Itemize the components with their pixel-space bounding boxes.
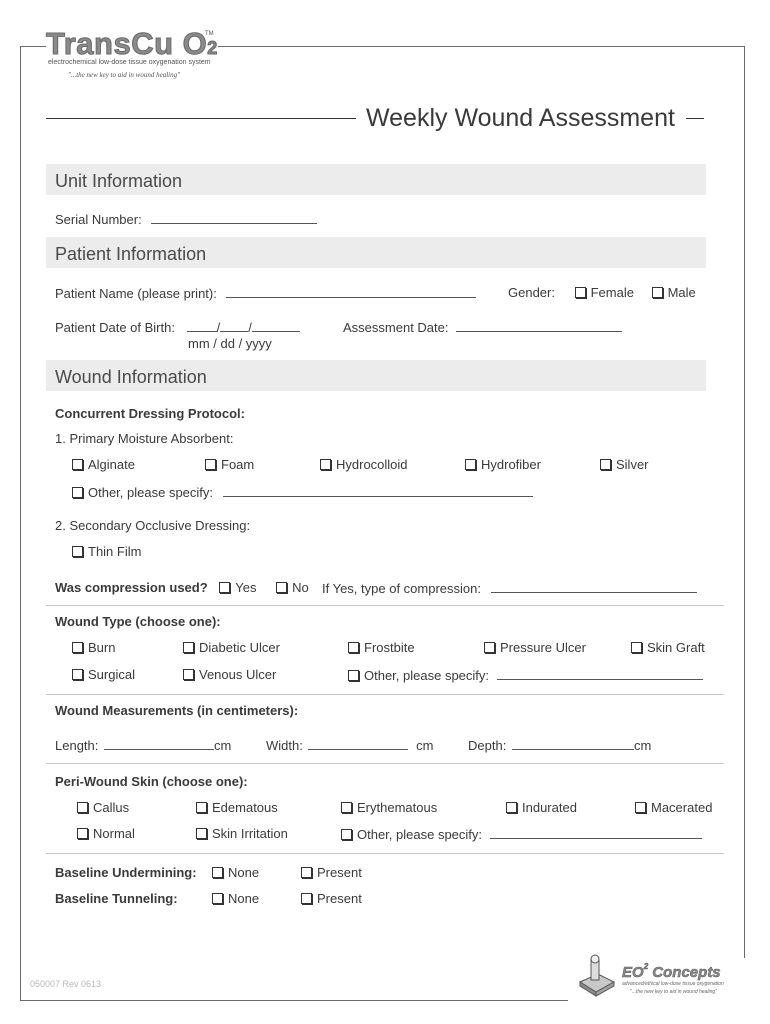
compression-type-field[interactable] xyxy=(491,580,697,593)
depth-row xyxy=(468,737,651,753)
macerated-checkbox[interactable] xyxy=(635,802,646,813)
primary-option-label: Foam xyxy=(221,457,255,472)
patient-info-heading: Patient Information xyxy=(55,244,207,264)
compression-type-label: If Yes, type of compression: xyxy=(322,581,481,596)
primary-other-checkbox[interactable] xyxy=(72,487,83,498)
skin-graft-checkbox[interactable] xyxy=(631,642,642,653)
transcu-logo xyxy=(46,26,218,62)
wound-type-option[interactable] xyxy=(631,640,705,655)
compression-no-label: No xyxy=(292,580,309,595)
erythematous-checkbox[interactable] xyxy=(341,802,352,813)
brand-name-rest: Concepts xyxy=(648,964,721,981)
secondary-option[interactable] xyxy=(72,544,141,559)
callus-checkbox[interactable] xyxy=(77,802,88,813)
peri-option[interactable] xyxy=(635,800,712,815)
width-row xyxy=(266,737,433,753)
compression-yes-label: Yes xyxy=(235,580,257,595)
wound-type-other-row xyxy=(348,667,703,683)
form-code: 050007 Rev 0613 xyxy=(30,979,102,989)
peri-option-label: Erythematous xyxy=(357,800,438,815)
wound-info-heading: Wound Information xyxy=(55,367,207,387)
wound-type-option-label: Surgical xyxy=(88,667,135,682)
undermining-none-label: None xyxy=(228,865,260,880)
eo2-concepts-logo xyxy=(622,962,721,981)
logo-subscript: 2 xyxy=(207,38,218,58)
primary-other-label: Other, please specify: xyxy=(88,485,214,500)
wound-type-option[interactable] xyxy=(72,640,115,655)
peri-option[interactable] xyxy=(77,826,135,841)
logo-tagline: "...the new key to aid in wound healing" xyxy=(68,71,181,79)
brand-superscript: 2 xyxy=(643,962,649,971)
wound-type-option-label: Venous Ulcer xyxy=(199,667,277,682)
wound-type-option-label: Frostbite xyxy=(364,640,415,655)
frame-border xyxy=(20,46,21,954)
pressure-ulcer-checkbox[interactable] xyxy=(484,642,495,653)
peri-option-label: Skin Irritation xyxy=(212,826,288,841)
peri-other-row xyxy=(341,826,702,842)
tunneling-none[interactable] xyxy=(212,891,259,906)
dob-day-field[interactable] xyxy=(220,319,248,332)
wound-type-option-label: Diabetic Ulcer xyxy=(199,640,280,655)
undermining-present-label: Present xyxy=(317,865,362,880)
primary-option[interactable] xyxy=(320,457,408,472)
tunneling-none-label: None xyxy=(228,891,260,906)
protocol-label: Concurrent Dressing Protocol: xyxy=(55,406,245,421)
page-title: Weekly Wound Assessment xyxy=(366,104,675,132)
wound-type-option[interactable] xyxy=(72,667,135,682)
patient-name-field[interactable] xyxy=(226,285,476,298)
primary-label: 1. Primary Moisture Absorbent: xyxy=(55,431,234,446)
primary-option[interactable] xyxy=(205,457,254,472)
primary-option[interactable] xyxy=(600,457,649,472)
compression-no-checkbox[interactable] xyxy=(276,582,287,593)
edematous-checkbox[interactable] xyxy=(196,802,207,813)
eo2-concepts-icon xyxy=(576,952,616,998)
normal-checkbox[interactable] xyxy=(77,828,88,839)
compression-label: Was compression used? xyxy=(55,580,208,595)
logo-tm: TM xyxy=(205,31,214,37)
gender-label: Gender: xyxy=(508,285,555,300)
peri-option-label: Edematous xyxy=(212,800,278,815)
tunneling-present[interactable] xyxy=(301,891,362,906)
frame-border xyxy=(20,1000,568,1001)
serial-number-field[interactable] xyxy=(151,211,317,224)
thin-film-label: Thin Film xyxy=(88,544,142,559)
secondary-label: 2. Secondary Occlusive Dressing: xyxy=(55,518,251,533)
divider xyxy=(46,853,724,854)
serial-number-label: Serial Number: xyxy=(55,212,142,227)
frame-border xyxy=(744,46,745,948)
hydrofiber-checkbox[interactable] xyxy=(465,459,476,470)
peri-option[interactable] xyxy=(341,800,437,815)
primary-other-field[interactable] xyxy=(223,484,533,497)
skin-irritation-checkbox[interactable] xyxy=(196,828,207,839)
divider xyxy=(46,763,724,764)
peri-option-label: Callus xyxy=(93,800,130,815)
tunneling-none-checkbox[interactable] xyxy=(212,893,223,904)
male-label: Male xyxy=(667,285,696,300)
tunneling-present-checkbox[interactable] xyxy=(301,893,312,904)
peri-other-checkbox[interactable] xyxy=(341,829,352,840)
surgical-checkbox[interactable] xyxy=(72,669,83,680)
unit-info-heading: Unit Information xyxy=(55,171,183,191)
wound-type-other-field[interactable] xyxy=(497,667,703,680)
depth-label: Depth: xyxy=(468,738,507,753)
brand-line-2: "...the new key to aid in wound healing" xyxy=(630,989,717,995)
length-row xyxy=(55,737,231,753)
primary-option-label: Alginate xyxy=(88,457,135,472)
frame-border xyxy=(20,954,21,1000)
title-rule-right xyxy=(686,118,704,119)
wound-type-option-label: Burn xyxy=(88,640,116,655)
length-unit: cm xyxy=(214,738,232,753)
compression-type-row xyxy=(322,580,697,596)
patient-info-header xyxy=(46,237,706,268)
foam-checkbox[interactable] xyxy=(205,459,216,470)
venous-ulcer-checkbox[interactable] xyxy=(183,669,194,680)
peri-option-label: Macerated xyxy=(651,800,713,815)
frame-border xyxy=(20,46,46,47)
undermining-none-checkbox[interactable] xyxy=(212,867,223,878)
wound-info-header xyxy=(46,360,706,391)
thin-film-checkbox[interactable] xyxy=(72,546,83,557)
compression-yes-checkbox[interactable] xyxy=(219,582,230,593)
assessment-date-label: Assessment Date: xyxy=(343,320,449,335)
peri-option[interactable] xyxy=(196,800,278,815)
divider xyxy=(46,605,724,606)
frostbite-checkbox[interactable] xyxy=(348,642,359,653)
peri-option[interactable] xyxy=(196,826,288,841)
wound-type-option-label: Pressure Ulcer xyxy=(500,640,586,655)
measurements-label: Wound Measurements (in centimeters): xyxy=(55,703,299,718)
assessment-date-row xyxy=(343,319,622,335)
width-unit: cm xyxy=(416,738,434,753)
tunneling-label: Baseline Tunneling: xyxy=(55,891,178,906)
wound-type-other-label: Other, please specify: xyxy=(364,668,490,683)
burn-checkbox[interactable] xyxy=(72,642,83,653)
length-label: Length: xyxy=(55,738,99,753)
dob-month-field[interactable] xyxy=(187,319,217,332)
logo-name: TransCu O xyxy=(46,26,208,61)
title-rule-left xyxy=(46,118,356,119)
alginate-checkbox[interactable] xyxy=(72,459,83,470)
depth-unit: cm xyxy=(633,738,652,753)
patient-name-row xyxy=(55,285,476,301)
dob-label: Patient Date of Birth: xyxy=(55,320,175,335)
wound-type-option[interactable] xyxy=(183,640,280,655)
primary-option-label: Hydrofiber xyxy=(481,457,541,472)
undermining-present-checkbox[interactable] xyxy=(301,867,312,878)
wound-type-other-checkbox[interactable] xyxy=(348,670,359,681)
wound-type-option-label: Skin Graft xyxy=(647,640,705,655)
wound-type-option[interactable] xyxy=(183,667,276,682)
assessment-date-field[interactable] xyxy=(456,319,622,332)
peri-other-field[interactable] xyxy=(490,826,702,839)
dob-year-field[interactable] xyxy=(252,319,300,332)
primary-option-label: Hydrocolloid xyxy=(336,457,408,472)
female-checkbox[interactable] xyxy=(575,287,586,298)
length-field[interactable] xyxy=(104,737,214,750)
width-field[interactable] xyxy=(308,737,408,750)
peri-option-label: Indurated xyxy=(522,800,577,815)
wound-type-label: Wound Type (choose one): xyxy=(55,614,221,629)
peri-wound-label: Peri-Wound Skin (choose one): xyxy=(55,774,248,789)
peri-option[interactable] xyxy=(506,800,577,815)
frame-border xyxy=(744,948,745,958)
brand-line-1: advanced/ethical low-dose tissue oxygenation xyxy=(622,981,724,987)
undermining-label: Baseline Undermining: xyxy=(55,865,197,880)
female-label: Female xyxy=(590,285,634,300)
hydrocolloid-checkbox[interactable] xyxy=(320,459,331,470)
undermining-present[interactable] xyxy=(301,865,362,880)
serial-number-row xyxy=(55,211,317,227)
width-label: Width: xyxy=(266,738,303,753)
primary-other-row xyxy=(72,484,533,500)
dob-row: Patient Date of Birth: / / xyxy=(55,319,300,335)
primary-option[interactable] xyxy=(465,457,541,472)
wound-type-option[interactable] xyxy=(348,640,415,655)
brand-name: EO xyxy=(622,964,644,981)
gender-row xyxy=(508,285,696,300)
tunneling-present-label: Present xyxy=(317,891,362,906)
primary-option-label: Silver xyxy=(616,457,649,472)
primary-option[interactable] xyxy=(72,457,135,472)
logo-subtitle: electrochemical low-dose tissue oxygenation system xyxy=(48,59,211,66)
depth-field[interactable] xyxy=(512,737,634,750)
silver-checkbox[interactable] xyxy=(600,459,611,470)
dob-format-hint: mm / dd / yyyy xyxy=(188,336,272,351)
divider xyxy=(46,694,724,695)
peri-option-label: Normal xyxy=(93,826,135,841)
undermining-none[interactable] xyxy=(212,865,259,880)
frame-border xyxy=(218,46,744,47)
wound-type-option[interactable] xyxy=(484,640,586,655)
diabetic-ulcer-checkbox[interactable] xyxy=(183,642,194,653)
compression-row xyxy=(55,580,309,595)
peri-other-label: Other, please specify: xyxy=(357,827,483,842)
indurated-checkbox[interactable] xyxy=(506,802,517,813)
peri-option[interactable] xyxy=(77,800,129,815)
unit-info-header xyxy=(46,164,706,195)
patient-name-label: Patient Name (please print): xyxy=(55,286,217,301)
male-checkbox[interactable] xyxy=(652,287,663,298)
